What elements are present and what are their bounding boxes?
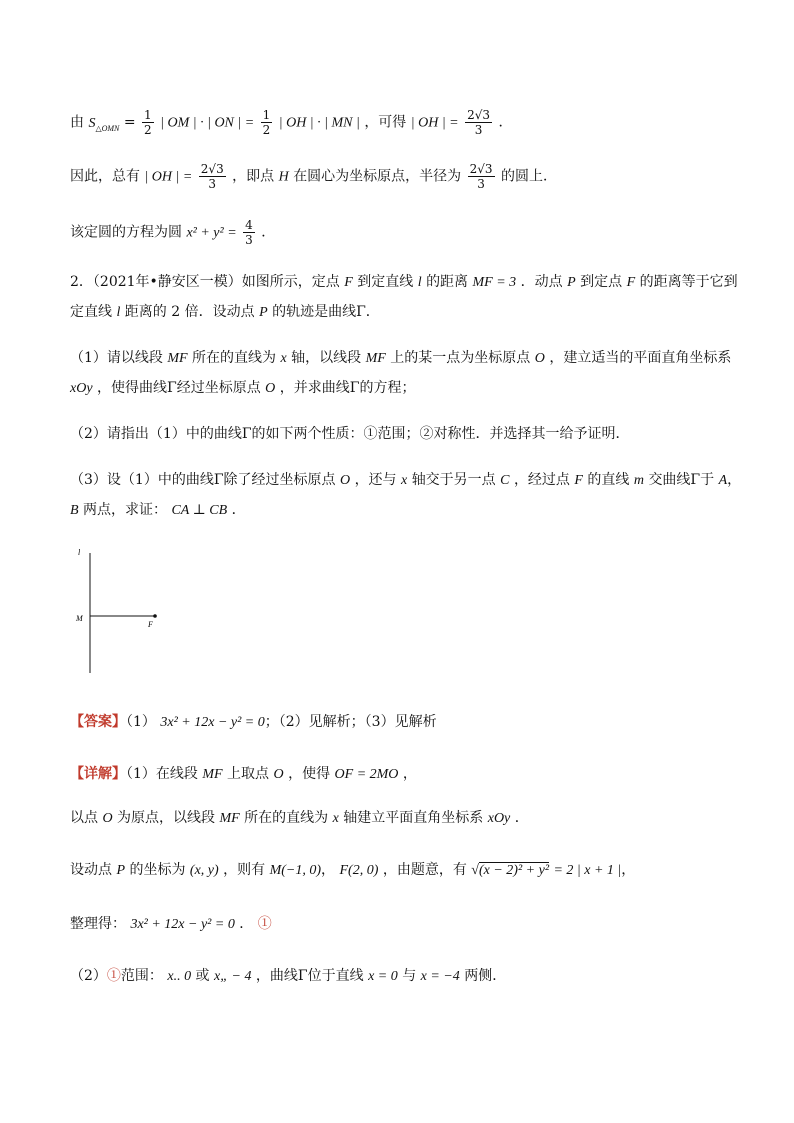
text: ，即点 bbox=[232, 168, 275, 185]
math-x: x bbox=[280, 351, 287, 366]
math-ca-perp-cb: CA ⊥ CB bbox=[171, 503, 228, 518]
text: 距离的 2 倍．设动点 bbox=[124, 304, 255, 320]
math-rhs: = 2 | x + 1 | bbox=[553, 863, 622, 878]
text: 两侧． bbox=[464, 968, 507, 984]
text: 定直线 bbox=[70, 304, 112, 320]
text: 2．（2021年•静安区一模）如图所示，定点 bbox=[70, 274, 340, 290]
text: （2） bbox=[70, 968, 107, 984]
math-M: M(−1, 0) bbox=[269, 863, 322, 878]
text: 设动点 bbox=[70, 862, 112, 878]
solution-line-radius bbox=[70, 162, 750, 191]
text: 的轨迹是曲线Γ． bbox=[272, 304, 380, 320]
text: 所在的直线为 bbox=[244, 810, 329, 826]
detail-line-2 bbox=[70, 808, 750, 829]
math-oh: | OH | = bbox=[144, 169, 193, 185]
math-O: O bbox=[339, 473, 351, 488]
part-2-line bbox=[70, 424, 750, 444]
solution-line-circle bbox=[70, 218, 750, 247]
math-A: A bbox=[718, 473, 728, 488]
math-x: x bbox=[401, 473, 408, 488]
text: ， bbox=[402, 766, 417, 782]
text: ，经过点 bbox=[513, 472, 570, 488]
math-MF: MF bbox=[219, 811, 240, 826]
math-m: m bbox=[633, 473, 644, 488]
math-xOy: xOy bbox=[487, 811, 511, 826]
text: 所在的直线为 bbox=[192, 350, 277, 366]
text: 因此，总有 bbox=[70, 168, 140, 185]
math-xOy: xOy bbox=[70, 381, 93, 396]
math-x0: x = 0 bbox=[368, 969, 398, 984]
math-F: F bbox=[574, 473, 583, 488]
text: 与 bbox=[402, 968, 417, 984]
text: ，曲线Γ位于直线 bbox=[255, 968, 364, 984]
text: 上的某一点为坐标原点 bbox=[390, 350, 531, 366]
part-1-line-1 bbox=[70, 348, 750, 369]
text: ，由题意，有 bbox=[382, 862, 467, 878]
text: 轴交于另一点 bbox=[411, 472, 496, 488]
question-2-line-1 bbox=[70, 272, 750, 293]
text: 的距离 bbox=[426, 274, 469, 290]
math-MF: MF bbox=[202, 767, 223, 782]
math-oh-mn: | OH | · | MN | bbox=[278, 115, 360, 131]
math-O: O bbox=[265, 381, 276, 396]
math-l: l bbox=[417, 275, 422, 290]
text: （1） bbox=[126, 714, 156, 730]
math-F: F bbox=[626, 275, 636, 290]
math-O: O bbox=[534, 351, 545, 366]
marker-circle-1: ① bbox=[106, 968, 121, 984]
text: ． bbox=[231, 502, 246, 518]
math-x4: x = −4 bbox=[420, 969, 460, 984]
text: ，可得 bbox=[364, 114, 407, 131]
text: ． bbox=[514, 810, 529, 826]
math-l: l bbox=[116, 305, 121, 320]
text: 上取点 bbox=[227, 766, 270, 782]
math-O: O bbox=[102, 811, 113, 826]
text: ， bbox=[321, 862, 336, 878]
math-H: H bbox=[278, 169, 289, 185]
text: ． bbox=[261, 224, 276, 241]
text: （2）请指出（1）中的曲线Γ的如下两个性质：①范围；②对称性．并选择其一给予证明． bbox=[70, 426, 630, 442]
solution-line-area: 由 $S_{\triangle OMN}$ = $\frac{1}{2}$ | OM | · | ON | = $\frac{1}{2}$ | OH | · | MN | ，可得 | OH | = $\frac{2√3}{3}$ ． bbox=[70, 108, 513, 137]
text: ， bbox=[727, 472, 742, 488]
answer-tag: 【答案】 bbox=[70, 714, 126, 730]
math-of-2mo: OF = 2MO bbox=[334, 767, 399, 782]
fraction-half-2: $\frac{1}{2}$ bbox=[262, 108, 271, 137]
math-MF: MF bbox=[365, 351, 386, 366]
detail-line-4 bbox=[70, 914, 750, 935]
math-curve: 3x² + 12x − y² = 0 bbox=[160, 715, 265, 730]
fraction-half: $\frac{1}{2}$ bbox=[144, 108, 152, 137]
math-MF: MF bbox=[167, 351, 188, 366]
math-x: x bbox=[332, 811, 339, 826]
math-circle: x² + y² = bbox=[186, 225, 237, 241]
fraction-2sqrt3-3: $\frac{2√3}{3}$ bbox=[467, 108, 491, 137]
part-3-line-2 bbox=[70, 500, 750, 521]
text: 在圆心为坐标原点，半径为 bbox=[293, 168, 462, 185]
math-P: P bbox=[116, 863, 126, 878]
text: 轴，以线段 bbox=[291, 350, 362, 366]
text: 或 bbox=[195, 968, 210, 984]
geometry-figure bbox=[70, 545, 190, 685]
text: 整理得： bbox=[70, 916, 126, 932]
math-x-ge-0: x.. 0 bbox=[167, 969, 192, 984]
text: 两点，求证： bbox=[83, 502, 168, 518]
detail-tag: 【详解】 bbox=[70, 766, 126, 782]
math-F2: F(2, 0) bbox=[339, 863, 379, 878]
fraction-2sqrt3-3: $\frac{2√3}{3}$ bbox=[469, 162, 493, 191]
math-sqrt: √(x − 2)² + y² bbox=[471, 863, 550, 878]
math-om-on: | OM | · | ON | = bbox=[160, 115, 255, 131]
marker-circle-1: ① bbox=[257, 916, 272, 932]
text: （1）在线段 bbox=[126, 766, 198, 782]
text: （1）请以线段 bbox=[70, 350, 163, 366]
detail-line-5 bbox=[70, 966, 750, 987]
question-2-line-2 bbox=[70, 302, 750, 323]
text: ． bbox=[498, 114, 513, 131]
math-C: C bbox=[500, 473, 510, 488]
fraction-2sqrt3-3: $\frac{2√3}{3}$ bbox=[200, 162, 224, 191]
text: （3）设（1）中的曲线Γ除了经过坐标原点 bbox=[70, 472, 336, 488]
part-1-line-2 bbox=[70, 378, 750, 399]
text: 该定圆的方程为圆 bbox=[70, 224, 182, 241]
text: ，建立适当的平面直角坐标系 bbox=[549, 350, 732, 366]
text: 的直线 bbox=[587, 472, 630, 488]
text: 交曲线Γ于 bbox=[648, 472, 715, 488]
text: ．动点 bbox=[520, 274, 563, 290]
math-F: F bbox=[344, 275, 353, 290]
text: ；（2）见解析；（3）见解析 bbox=[264, 714, 437, 730]
math-O: O bbox=[273, 767, 284, 782]
text: ，使得曲线Γ经过坐标原点 bbox=[97, 380, 261, 396]
text: ． bbox=[239, 916, 254, 932]
text: 以点 bbox=[70, 810, 98, 826]
fraction-4-3: $\frac{4}{3}$ bbox=[245, 218, 253, 247]
label-F: F bbox=[148, 620, 153, 629]
text: 到定点 bbox=[580, 274, 623, 290]
text: ，并求曲线Γ的方程； bbox=[279, 380, 416, 396]
text: 的距离等于它到 bbox=[639, 274, 738, 290]
math-curve: 3x² + 12x − y² = 0 bbox=[130, 917, 235, 932]
text: 到定直线 bbox=[357, 274, 414, 290]
point-F bbox=[153, 614, 157, 618]
math-P: P bbox=[259, 305, 268, 320]
text: 的坐标为 bbox=[129, 862, 186, 878]
math-oh: | OH | = bbox=[410, 115, 459, 131]
text: ，还与 bbox=[354, 472, 397, 488]
detail-line-3 bbox=[70, 860, 750, 881]
text: ， bbox=[621, 862, 636, 878]
math-mf3: MF = 3 bbox=[472, 275, 517, 290]
text: ，使得 bbox=[288, 766, 331, 782]
math-x-le-4: x„ − 4 bbox=[214, 969, 252, 984]
text: 轴建立平面直角坐标系 bbox=[343, 810, 484, 826]
label-l: l bbox=[78, 548, 81, 557]
math-B: B bbox=[70, 503, 79, 518]
text: 为原点，以线段 bbox=[117, 810, 216, 826]
part-3-line-1 bbox=[70, 470, 750, 491]
text: 由 bbox=[70, 114, 84, 131]
text: 范围： bbox=[120, 968, 163, 984]
math-xy: (x, y) bbox=[189, 863, 219, 878]
math-P: P bbox=[567, 275, 576, 290]
text: ，则有 bbox=[223, 862, 266, 878]
label-M: M bbox=[76, 614, 83, 623]
answer-line bbox=[70, 712, 750, 733]
text: 的圆上． bbox=[501, 168, 558, 185]
math-S: $S_{\triangle OMN}$ bbox=[88, 115, 120, 133]
detail-line-1 bbox=[70, 764, 750, 785]
